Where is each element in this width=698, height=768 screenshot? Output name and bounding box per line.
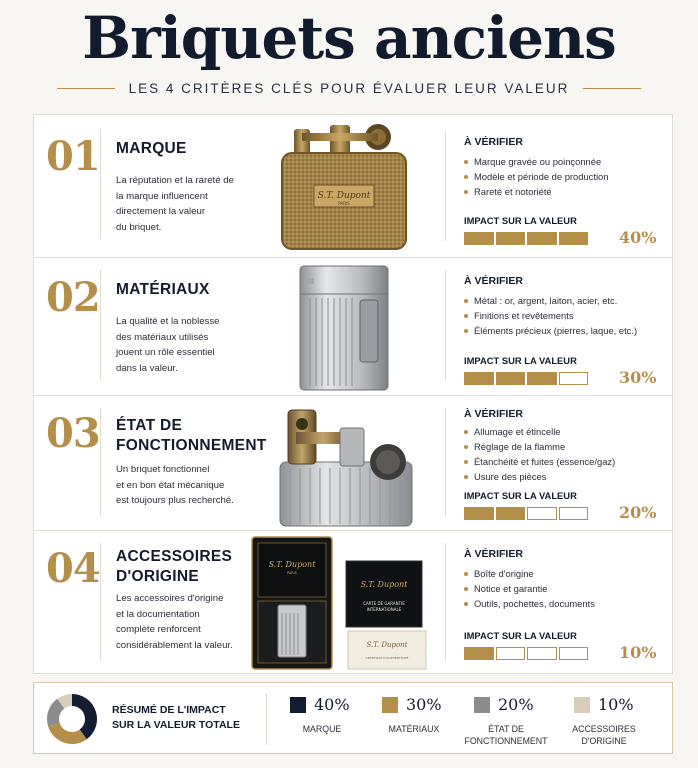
legend-label: ACCESSOIRES D'ORIGINE	[572, 724, 636, 746]
description-line: La qualité et la noblesse	[116, 316, 220, 327]
criterion-description	[116, 462, 266, 509]
legend-swatch	[574, 697, 590, 713]
criterion-card-materiaux	[33, 258, 673, 396]
criterion-description	[116, 173, 266, 235]
legend-swatch	[290, 697, 306, 713]
legend-label: MARQUE	[302, 724, 342, 734]
summary-title-line: SUR LA VALEUR TOTALE	[112, 719, 240, 731]
impact-bar	[464, 647, 588, 660]
description-line: complète renforcent	[116, 624, 201, 635]
description-line: la marque influencent	[116, 190, 208, 202]
divider	[445, 408, 446, 516]
impact-percent: 40%	[619, 228, 657, 247]
divider	[266, 693, 267, 745]
check-item: Finitions et revêtements	[464, 308, 664, 323]
impact-percent: 20%	[619, 503, 657, 522]
description-line: est toujours plus recherché.	[116, 495, 234, 506]
description-line: dans la valeur.	[116, 362, 178, 374]
check-item: Éléments précieux (pierres, laque, etc.)	[464, 323, 664, 338]
silver-pocket-lighter-icon	[296, 264, 392, 392]
criterion-title-line: ÉTAT DE	[116, 417, 183, 434]
check-list	[464, 566, 664, 611]
subtitle-rule-left	[57, 88, 115, 89]
impact-title: IMPACT SUR LA VALEUR	[464, 490, 577, 501]
donut-slice	[53, 704, 61, 725]
criterion-title-line: MATÉRIAUX	[116, 281, 210, 298]
criterion-title	[116, 416, 267, 456]
check-item: Rareté et notoriété	[464, 184, 664, 199]
criterion-card-marque	[33, 114, 673, 258]
check-title: À VÉRIFIER	[464, 136, 523, 148]
card-brand-text: S.T. Dupont	[360, 580, 408, 589]
subtitle-rule-right	[583, 88, 641, 89]
impact-percent: 10%	[619, 643, 657, 662]
check-title: À VÉRIFIER	[464, 275, 523, 287]
criterion-number: 04	[46, 545, 100, 592]
description-line: jouent un rôle essentiel	[116, 347, 215, 358]
lighter-mechanism-icon	[274, 404, 416, 528]
page-title: Briquets anciens	[82, 4, 616, 72]
criterion-title	[116, 139, 187, 159]
summary-title	[112, 703, 240, 733]
legend-swatch	[474, 697, 490, 713]
criterion-number: 01	[46, 133, 100, 180]
legend-label: MATÉRIAUX	[388, 724, 440, 734]
criterion-title	[116, 547, 232, 587]
divider	[445, 543, 446, 661]
box-brand-subtext: PARIS	[287, 571, 297, 575]
impact-donut-chart	[46, 693, 98, 745]
donut-slice	[72, 700, 91, 734]
impact-bar	[464, 372, 588, 385]
certificate-text: CERTIFICAT D'AUTHENTICITÉ	[365, 656, 409, 660]
description-line: Un briquet fonctionnel	[116, 464, 210, 475]
impact-summary	[33, 682, 673, 754]
summary-title-line: RÉSUMÉ DE L'IMPACT	[112, 704, 226, 716]
check-item: Réglage de la flamme	[464, 439, 664, 454]
criterion-card-accessoires	[33, 531, 673, 674]
description-line: directement la valeur	[116, 206, 206, 217]
divider	[445, 270, 446, 380]
impact-bar	[464, 507, 588, 520]
check-item: Marque gravée ou poinçonnée	[464, 154, 664, 169]
legend-label: ÉTAT DE FONCTIONNEMENT	[464, 724, 548, 746]
check-item: Allumage et étincelle	[464, 424, 664, 439]
warranty-card-title: CARTE DE GARANTIE	[363, 601, 405, 606]
divider	[100, 543, 101, 661]
criterion-description	[116, 314, 266, 376]
box-brand-text: S.T. Dupont	[268, 560, 316, 569]
criterion-title-line: FONCTIONNEMENT	[116, 437, 267, 454]
legend-percent: 20%	[498, 695, 534, 714]
criterion-description	[116, 591, 266, 653]
divider	[100, 129, 101, 239]
description-line: et en bon état mécanique	[116, 479, 225, 491]
description-line: du briquet.	[116, 221, 162, 233]
impact-percent: 30%	[619, 368, 657, 387]
check-list	[464, 424, 664, 484]
description-line: La réputation et la rareté de	[116, 175, 234, 186]
divider	[445, 131, 446, 241]
check-item: Usure des pièces	[464, 469, 664, 484]
warranty-card-subtitle: INTERNATIONALE	[366, 607, 402, 612]
impact-title: IMPACT SUR LA VALEUR	[464, 215, 577, 226]
check-list	[464, 154, 664, 199]
criterion-number: 03	[46, 410, 100, 457]
check-item: Modèle et période de production	[464, 169, 664, 184]
check-title: À VÉRIFIER	[464, 408, 523, 420]
gold-table-lighter-icon	[274, 123, 416, 251]
check-item: Boîte d'origine	[464, 566, 664, 581]
legend-percent: 40%	[314, 695, 350, 714]
description-line: considérablement la valeur.	[116, 639, 233, 651]
presentation-box-icon	[248, 535, 430, 671]
description-line: Les accessoires d'origine	[116, 593, 224, 604]
page-subtitle: LES 4 CRITÈRES CLÉS POUR ÉVALUER LEUR VALEUR	[128, 80, 570, 96]
description-line: et la documentation	[116, 608, 200, 620]
check-item: Notice et garantie	[464, 581, 664, 596]
criterion-number: 02	[46, 274, 100, 321]
engraving-subtext: PARIS	[338, 201, 350, 206]
divider	[100, 408, 101, 516]
criterion-title-line: MARQUE	[116, 140, 187, 157]
check-title: À VÉRIFIER	[464, 548, 523, 560]
check-item: Métal : or, argent, laiton, acier, etc.	[464, 293, 664, 308]
impact-title: IMPACT SUR LA VALEUR	[464, 355, 577, 366]
impact-title: IMPACT SUR LA VALEUR	[464, 630, 577, 641]
donut-slice	[54, 725, 83, 738]
criterion-title-line: ACCESSOIRES	[116, 548, 233, 565]
check-item: Outils, pochettes, documents	[464, 596, 664, 611]
engraving-text: S.T. Dupont	[317, 191, 371, 201]
subtitle-row	[0, 78, 698, 98]
certificate-brand-text: S.T. Dupont	[366, 641, 408, 649]
criterion-title-line: D'ORIGINE	[116, 568, 200, 585]
check-list	[464, 293, 664, 338]
impact-bar	[464, 232, 588, 245]
legend-percent: 10%	[598, 695, 634, 714]
criterion-card-etat	[33, 396, 673, 531]
donut-slice	[61, 700, 72, 704]
legend-percent: 30%	[406, 695, 442, 714]
divider	[100, 270, 101, 380]
description-line: des matériaux utilisés	[116, 331, 209, 343]
criterion-title	[116, 280, 210, 300]
check-item: Étanchéité et fuites (essence/gaz)	[464, 454, 664, 469]
legend-swatch	[382, 697, 398, 713]
